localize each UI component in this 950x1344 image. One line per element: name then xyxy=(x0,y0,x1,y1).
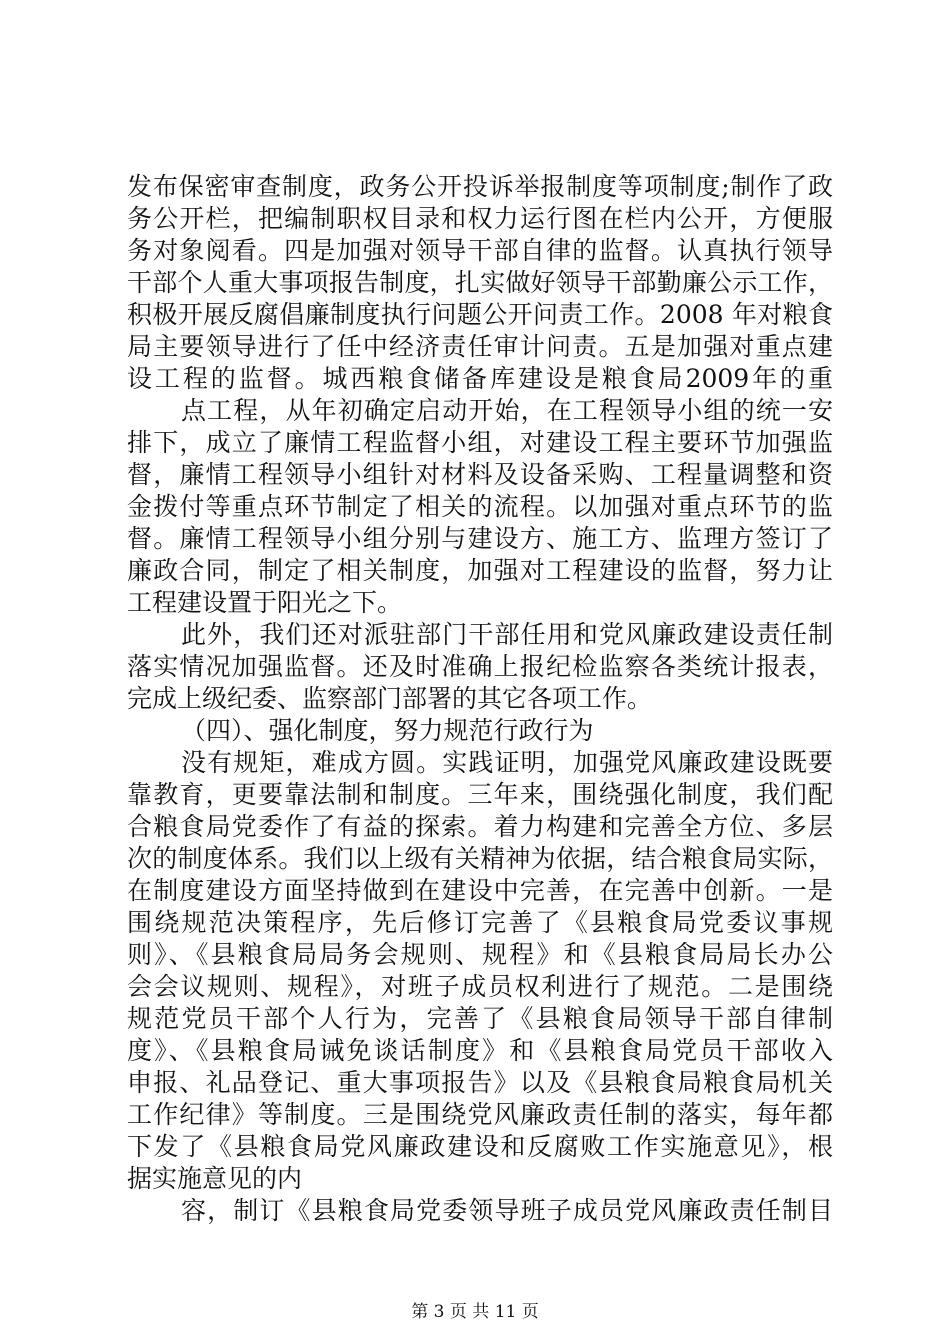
text-line: 在制度建设方面坚持做到在建设中完善，在完善中创新。一是 xyxy=(127,876,833,905)
text-line: 据实施意见的内 xyxy=(127,1164,303,1193)
text-line: 发布保密审查制度，政务公开投诉举报制度等项制度;制作了政 xyxy=(127,172,833,201)
text-line: 会会议规则、规程》，对班子成员权利进行了规范。二是围绕 xyxy=(127,972,833,1001)
body-text xyxy=(127,171,833,1227)
text-line: 落实情况加强监督。还及时准确上报纪检监察各类统计报表， xyxy=(127,652,833,681)
text-line: 点工程，从年初确定启动开始，在工程领导小组的统一安 xyxy=(181,396,833,425)
text-line: 金拨付等重点环节制定了相关的流程。以加强对重点环节的监 xyxy=(127,492,833,521)
text-line: 申报、礼品登记、重大事项报告》以及《县粮食局粮食局机关 xyxy=(127,1068,833,1097)
text-line: 督，廉情工程领导小组针对材料及设备采购、工程量调整和资 xyxy=(127,460,833,489)
text-line: 局主要领导进行了任中经济责任审计问责。五是加强对重点建 xyxy=(127,332,833,361)
text-line: 完成上级纪委、监察部门部署的其它各项工作。 xyxy=(127,684,653,713)
text-line: 规范党员干部个人行为，完善了《县粮食局领导干部自律制 xyxy=(127,1004,833,1033)
text-line: 排下，成立了廉情工程监督小组，对建设工程主要环节加强监 xyxy=(127,428,833,457)
text-line: 围绕规范决策程序，先后修订完善了《县粮食局党委议事规 xyxy=(127,908,833,937)
text-line: 务对象阅看。四是加强对领导干部自律的监督。认真执行领导 xyxy=(127,236,833,265)
text-line: 积极开展反腐倡廉制度执行问题公开问责工作。2008 年对粮食 xyxy=(127,300,833,329)
text-line: 廉政合同，制定了相关制度，加强对工程建设的监督，努力让 xyxy=(127,556,833,585)
text-line: 下发了《县粮食局党风廉政建设和反腐败工作实施意见》，根 xyxy=(127,1132,833,1161)
text-line: 合粮食局党委作了有益的探索。着力构建和完善全方位、多层 xyxy=(127,812,833,841)
text-line: 此外，我们还对派驻部门干部任用和党风廉政建设责任制 xyxy=(181,620,833,649)
text-line: 则》、《县粮食局局务会规则、规程》和《县粮食局局长办公 xyxy=(127,940,833,969)
text-line: 工程建设置于阳光之下。 xyxy=(127,588,403,617)
text-line: 干部个人重大事项报告制度，扎实做好领导干部勤廉公示工作， xyxy=(127,268,833,297)
section-heading: （四）、强化制度，努力规范行政行为 xyxy=(181,716,594,745)
text-line: 次的制度体系。我们以上级有关精神为依据，结合粮食局实际， xyxy=(127,844,833,873)
text-line: 没有规矩，难成方圆。实践证明，加强党风廉政建设既要 xyxy=(181,748,833,777)
text-line: 设工程的监督。城西粮食储备库建设是粮食局2009年的重 xyxy=(127,364,833,393)
text-line: 工作纪律》等制度。三是围绕党风廉政责任制的落实，每年都 xyxy=(127,1100,833,1129)
text-line: 靠教育，更要靠法制和制度。三年来，围绕强化制度，我们配 xyxy=(127,780,833,809)
text-line: 度》、《县粮食局诫免谈话制度》和《县粮食局党员干部收入 xyxy=(127,1036,833,1065)
text-line: 务公开栏，把编制职权目录和权力运行图在栏内公开，方便服 xyxy=(127,204,833,233)
text-line: 容，制订《县粮食局党委领导班子成员党风廉政责任制目 xyxy=(181,1196,833,1225)
page-footer: 第 3 页 共 11 页 xyxy=(411,1302,539,1322)
text-line: 督。廉情工程领导小组分别与建设方、施工方、监理方签订了 xyxy=(127,524,833,553)
